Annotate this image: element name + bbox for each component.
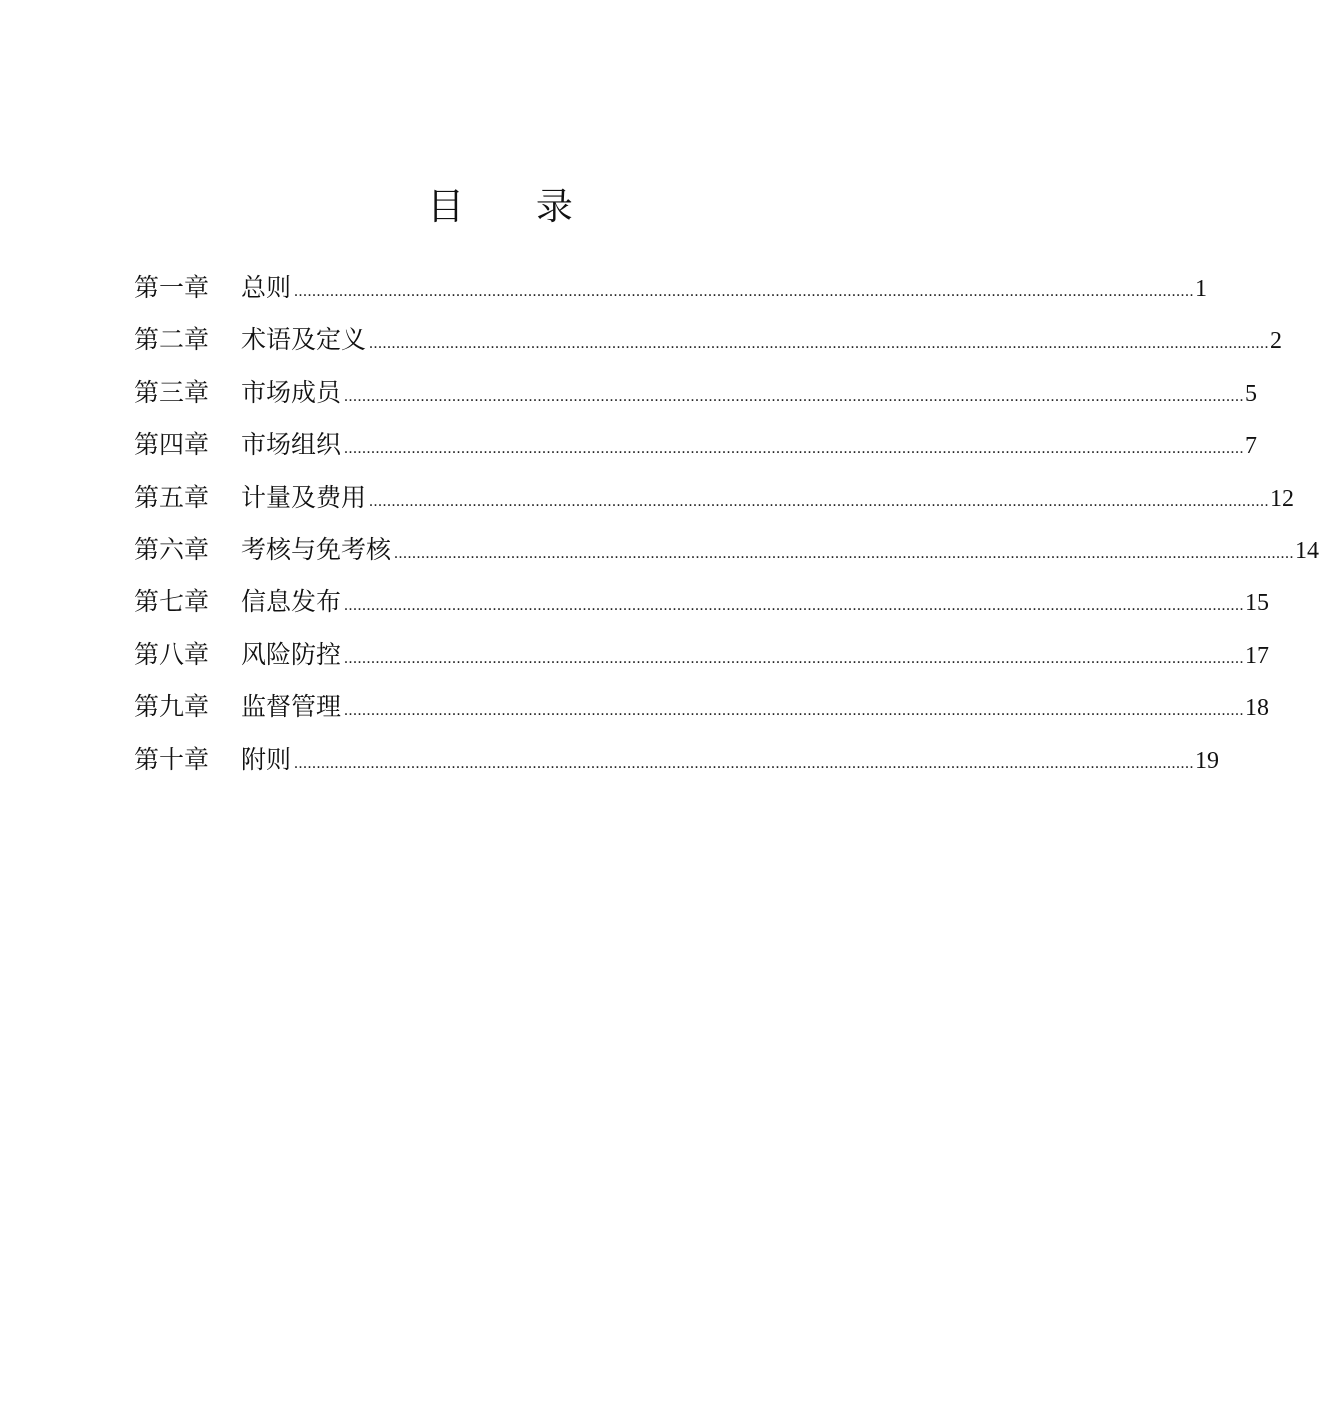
toc-page-number: 17 — [1245, 642, 1270, 669]
toc-chapter-title: 市场组织 — [241, 430, 342, 460]
toc-page-number: 12 — [1270, 485, 1295, 512]
toc-chapter-number: 第八章 — [134, 639, 210, 669]
toc-dot-leader: ........................................................................................................................................................................................................ — [294, 283, 1195, 300]
toc-entry[interactable] — [134, 472, 1295, 524]
toc-chapter-number: 第九章 — [134, 692, 210, 722]
toc-chapter-title: 监督管理 — [241, 692, 342, 722]
toc-entry[interactable] — [134, 262, 1208, 314]
toc-chapter-number: 第一章 — [134, 273, 210, 302]
toc-chapter-title: 总则 — [241, 273, 292, 302]
toc-page-number: 1 — [1195, 276, 1208, 302]
toc-chapter-number: 第五章 — [134, 482, 210, 512]
toc-page-number: 5 — [1245, 380, 1258, 407]
toc-chapter-title: 信息发布 — [241, 587, 342, 617]
toc-dot-leader: ........................................................................................................................................................................................................ — [369, 492, 1270, 510]
toc-page-number: 2 — [1270, 328, 1283, 355]
toc-dot-leader: ........................................................................................................................................................................................................ — [394, 544, 1295, 562]
toc-entry[interactable] — [134, 734, 1220, 786]
toc-entry[interactable] — [134, 629, 1270, 681]
toc-chapter-number: 第十章 — [134, 744, 210, 774]
toc-chapter-title: 考核与免考核 — [241, 534, 392, 564]
toc-chapter-number: 第六章 — [134, 534, 210, 564]
toc-entry[interactable] — [134, 681, 1270, 733]
toc-page-number: 19 — [1195, 747, 1220, 774]
toc-chapter-number: 第二章 — [134, 325, 210, 355]
toc-dot-leader: ........................................................................................................................................................................................................ — [344, 702, 1245, 720]
toc-page-number: 18 — [1245, 695, 1270, 722]
toc-chapter-number: 第七章 — [134, 587, 210, 617]
toc-entry[interactable] — [134, 367, 1258, 419]
page-title: 目 录 — [427, 185, 603, 228]
toc-page-number: 15 — [1245, 590, 1270, 617]
toc-entry[interactable] — [134, 419, 1258, 471]
toc-entry[interactable] — [134, 314, 1283, 366]
toc-chapter-number: 第三章 — [134, 377, 210, 407]
toc-dot-leader: ........................................................................................................................................................................................................ — [369, 335, 1270, 353]
toc-chapter-title: 市场成员 — [241, 377, 342, 407]
toc-page-number: 14 — [1295, 537, 1319, 564]
toc-dot-leader: ........................................................................................................................................................................................................ — [344, 649, 1245, 667]
toc-entry[interactable] — [134, 524, 1319, 576]
toc-entry[interactable] — [134, 576, 1270, 628]
toc-dot-leader: ........................................................................................................................................................................................................ — [294, 754, 1195, 772]
toc-dot-leader: ........................................................................................................................................................................................................ — [344, 440, 1245, 458]
toc-chapter-title: 计量及费用 — [241, 482, 367, 512]
toc-dot-leader: ........................................................................................................................................................................................................ — [344, 387, 1245, 405]
toc-chapter-title: 附则 — [241, 744, 292, 774]
table-of-contents — [134, 262, 1319, 786]
toc-chapter-title: 风险防控 — [241, 639, 342, 669]
toc-chapter-title: 术语及定义 — [241, 325, 367, 355]
toc-page-number: 7 — [1245, 433, 1258, 460]
toc-chapter-number: 第四章 — [134, 430, 210, 460]
toc-dot-leader: ........................................................................................................................................................................................................ — [344, 597, 1245, 615]
